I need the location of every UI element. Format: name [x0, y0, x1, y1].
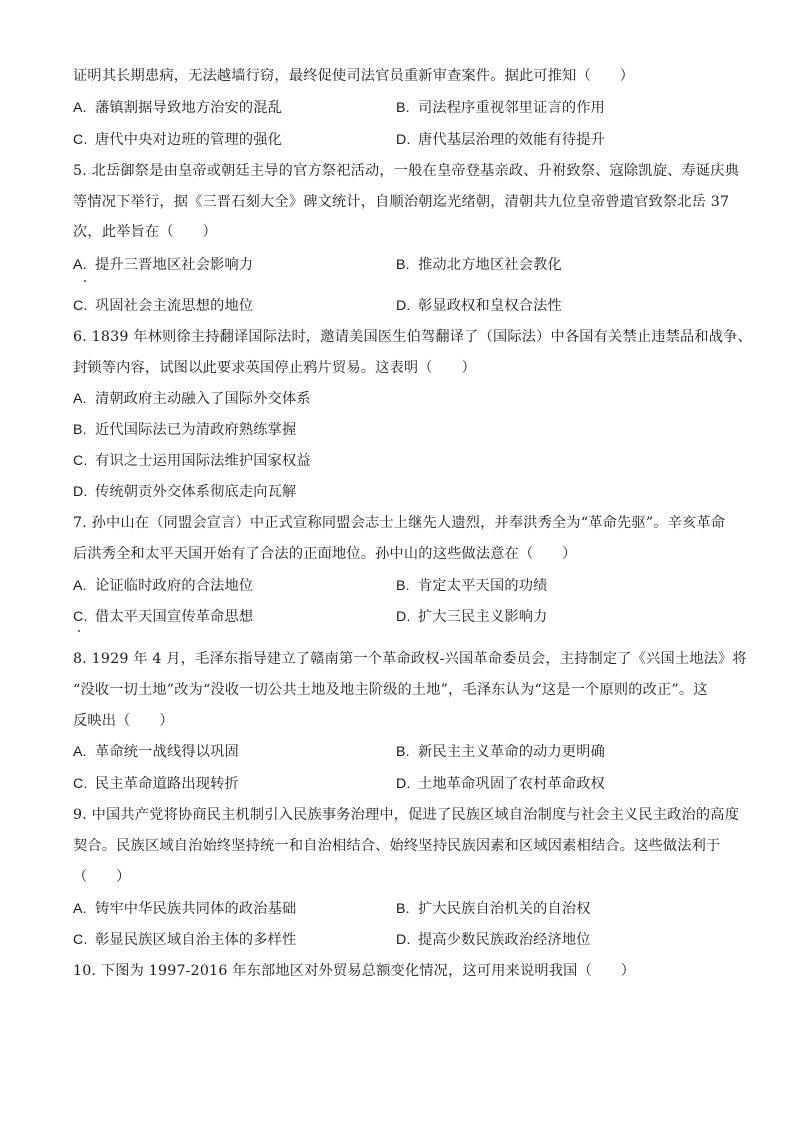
option-text: 论证临时政府的合法地位 — [95, 578, 254, 594]
q9-option-d[interactable] — [396, 930, 591, 950]
q8-option-a[interactable] — [73, 742, 239, 762]
option-text: 唐代中央对边班的管理的强化 — [95, 132, 283, 148]
option-letter: A. — [73, 901, 87, 917]
q5-stem-line-2: 等情况下举行，据《三晋石刻大全》碑文统计，自顺治朝迄光绪朝，清朝共九位皇帝曾遣官致祭北岳 37 — [73, 194, 730, 210]
option-text: 扩大民族自治机关的自治权 — [418, 901, 591, 917]
option-text: 传统朝贡外交体系彻底走向瓦解 — [95, 484, 297, 500]
q6-option-c[interactable] — [73, 451, 311, 471]
option-letter: C. — [73, 776, 88, 792]
option-letter: B. — [396, 578, 410, 594]
option-letter: D. — [73, 484, 88, 500]
q7-option-c[interactable] — [73, 607, 253, 627]
option-text: 推动北方地区社会教化 — [418, 257, 562, 273]
option-letter: A. — [73, 391, 87, 407]
option-letter: D. — [396, 932, 411, 948]
option-letter: B. — [396, 257, 410, 273]
q9-stem-line-3: （ ） — [73, 869, 131, 885]
option-letter: D. — [396, 132, 411, 148]
option-letter: B. — [73, 422, 87, 438]
q9-option-b[interactable] — [396, 899, 591, 919]
option-text: 藩镇割据导致地方治安的混乱 — [95, 100, 283, 116]
option-letter: C. — [73, 932, 88, 948]
option-text: 清朝政府主动融入了国际外交体系 — [95, 391, 311, 407]
option-letter: A. — [73, 257, 87, 273]
option-text: 近代国际法已为清政府熟练掌握 — [95, 422, 297, 438]
q5-stem-line-1: 5. 北岳御祭是由皇帝或朝廷主导的官方祭祀活动，一般在皇帝登基亲政、升祔致祭、寇除凯旋、寿诞庆典 — [73, 163, 740, 179]
q8-option-c[interactable] — [73, 774, 239, 794]
option-text: 铸牢中华民族共同体的政治基础 — [95, 901, 297, 917]
q6-option-a[interactable] — [73, 389, 311, 409]
option-letter: D. — [396, 609, 411, 625]
option-text: 土地革命巩固了农村革命政权 — [418, 776, 606, 792]
q5-option-b[interactable] — [396, 255, 562, 275]
option-letter: C. — [73, 132, 88, 148]
option-letter: C. — [73, 609, 88, 625]
option-text: 借太平天国宣传革命思想 — [95, 609, 254, 625]
q4-option-b[interactable] — [396, 98, 605, 118]
option-text: 新民主主义革命的动力更明确 — [418, 744, 606, 760]
q10-stem-line-1: 10. 下图为 1997-2016 年东部地区对外贸易总额变化情况，这可用来说明我国（ ） — [73, 963, 636, 979]
q5-option-a[interactable] — [73, 255, 253, 275]
option-text: 有识之士运用国际法维护国家权益 — [95, 453, 311, 469]
option-text: 彰显政权和皇权合法性 — [418, 298, 562, 314]
option-letter: D. — [396, 298, 411, 314]
scan-dot — [84, 280, 86, 282]
q8-stem-line-1: 8. 1929 年 4 月，毛泽东指导建立了赣南第一个革命政权-兴国革命委员会，主持制定了《兴国土地法》将 — [73, 651, 747, 667]
option-letter: A. — [73, 100, 87, 116]
q5-option-c[interactable] — [73, 296, 253, 316]
q9-stem-line-1: 9. 中国共产党将协商民主机制引入民族事务治理中，促进了民族区域自治制度与社会主义民主政治的高度 — [73, 807, 740, 823]
q5-stem-line-3: 次，此举旨在（ ） — [73, 224, 217, 240]
option-text: 提高少数民族政治经济地位 — [418, 932, 591, 948]
q7-option-a[interactable] — [73, 576, 253, 596]
option-text: 司法程序重视邻里证言的作用 — [418, 100, 606, 116]
q4-stem-tail: 证明其长期患病，无法越墙行窃，最终促使司法官员重新审查案件。据此可推知（ ） — [73, 68, 635, 84]
scan-dot — [78, 630, 80, 632]
q4-option-d[interactable] — [396, 130, 605, 150]
q9-option-c[interactable] — [73, 930, 296, 950]
option-letter: D. — [396, 776, 411, 792]
q7-stem-line-1: 7. 孙中山在（同盟会宣言）中正式宣称同盟会志士上继先人遗烈，并奉洪秀全为“革命先驱”。辛亥革命 — [73, 515, 726, 531]
option-letter: B. — [396, 901, 410, 917]
option-text: 民主革命道路出现转折 — [95, 776, 239, 792]
q6-stem-line-1: 6. 1839 年林则徐主持翻译国际法时，邀请美国医生伯驾翻译了（国际法）中各国有关禁止违禁品和战争、 — [73, 329, 752, 345]
q6-option-b[interactable] — [73, 420, 296, 440]
q9-option-a[interactable] — [73, 899, 296, 919]
q9-stem-line-2: 契合。民族区域自治始终坚持统一和自治相结合、始终坚持民族因素和区域因素相结合。这些做法利于 — [73, 838, 721, 854]
option-letter: A. — [73, 578, 87, 594]
option-text: 革命统一战线得以巩固 — [95, 744, 239, 760]
q8-stem-line-2: “没收一切土地”改为“没收一切公共土地及地主阶级的土地”，毛泽东认为“这是一个原则的改正”。这 — [73, 682, 708, 698]
q7-stem-line-2: 后洪秀全和太平天国开始有了合法的正面地位。孙中山的这些做法意在（ ） — [73, 546, 577, 562]
q4-option-a[interactable] — [73, 98, 282, 118]
option-letter: C. — [73, 453, 88, 469]
q6-option-d[interactable] — [73, 482, 296, 502]
option-text: 巩固社会主流思想的地位 — [95, 298, 254, 314]
q8-stem-line-3: 反映出（ ） — [73, 713, 174, 729]
option-letter: B. — [396, 744, 410, 760]
option-letter: A. — [73, 744, 87, 760]
option-letter: C. — [73, 298, 88, 314]
option-text: 肯定太平天国的功绩 — [418, 578, 548, 594]
q6-stem-line-2: 封锁等内容，试图以此要求英国停止鸦片贸易。这表明（ ） — [73, 360, 476, 376]
option-text: 彰显民族区域自治主体的多样性 — [95, 932, 297, 948]
q4-option-c[interactable] — [73, 130, 282, 150]
option-text: 唐代基层治理的效能有待提升 — [418, 132, 606, 148]
q8-option-d[interactable] — [396, 774, 605, 794]
q8-option-b[interactable] — [396, 742, 605, 762]
q5-option-d[interactable] — [396, 296, 562, 316]
option-text: 扩大三民主义影响力 — [418, 609, 548, 625]
option-letter: B. — [396, 100, 410, 116]
q7-option-d[interactable] — [396, 607, 548, 627]
q7-option-b[interactable] — [396, 576, 548, 596]
option-text: 提升三晋地区社会影响力 — [95, 257, 254, 273]
